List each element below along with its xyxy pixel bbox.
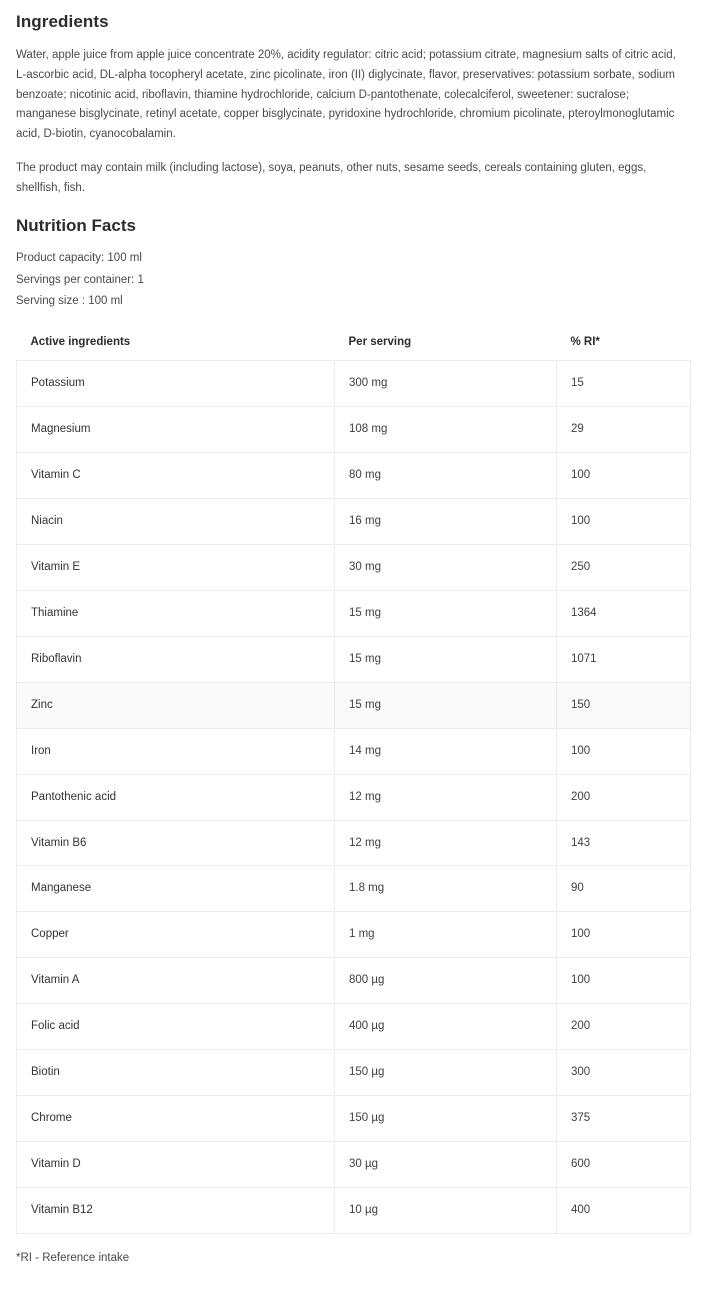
servings-per-container: Servings per container: 1 xyxy=(16,273,144,286)
cell-per-serving: 80 mg xyxy=(335,453,557,499)
cell-ingredient-name: Potassium xyxy=(17,361,335,407)
nutrition-table xyxy=(16,326,691,1234)
table-row xyxy=(17,682,691,728)
cell-per-serving: 150 µg xyxy=(335,1050,557,1096)
cell-ri-percent: 150 xyxy=(557,682,691,728)
cell-per-serving: 300 mg xyxy=(335,361,557,407)
table-row xyxy=(17,407,691,453)
nutrition-table-body xyxy=(17,361,691,1234)
cell-per-serving: 14 mg xyxy=(335,728,557,774)
cell-ingredient-name: Manganese xyxy=(17,866,335,912)
product-capacity: Product capacity: 100 ml xyxy=(16,252,142,265)
cell-per-serving: 108 mg xyxy=(335,407,557,453)
cell-ingredient-name: Vitamin A xyxy=(17,958,335,1004)
cell-ingredient-name: Copper xyxy=(17,912,335,958)
table-row xyxy=(17,866,691,912)
cell-per-serving: 10 µg xyxy=(335,1188,557,1234)
cell-per-serving: 30 mg xyxy=(335,544,557,590)
cell-ri-percent: 100 xyxy=(557,453,691,499)
cell-ingredient-name: Vitamin C xyxy=(17,453,335,499)
cell-per-serving: 1.8 mg xyxy=(335,866,557,912)
cell-ri-percent: 100 xyxy=(557,498,691,544)
cell-per-serving: 15 mg xyxy=(335,682,557,728)
cell-ingredient-name: Vitamin B12 xyxy=(17,1188,335,1234)
cell-ingredient-name: Vitamin D xyxy=(17,1142,335,1188)
cell-ri-percent: 1071 xyxy=(557,636,691,682)
cell-ri-percent: 400 xyxy=(557,1188,691,1234)
table-row xyxy=(17,958,691,1004)
serving-info xyxy=(16,248,690,312)
cell-per-serving: 30 µg xyxy=(335,1142,557,1188)
cell-ri-percent: 375 xyxy=(557,1096,691,1142)
cell-ri-percent: 100 xyxy=(557,728,691,774)
reference-intake-footnote: *RI - Reference intake xyxy=(16,1251,130,1264)
cell-ingredient-name: Iron xyxy=(17,728,335,774)
table-row xyxy=(17,774,691,820)
table-row xyxy=(17,498,691,544)
serving-size: Serving size : 100 ml xyxy=(16,294,123,307)
cell-per-serving: 1 mg xyxy=(335,912,557,958)
table-row xyxy=(17,544,691,590)
cell-ri-percent: 15 xyxy=(557,361,691,407)
allergen-note: The product may contain milk (including lactose), soya, peanuts, other nuts, sesame seeds, cereals containing gluten, eggs, shellfish, fish. xyxy=(16,161,647,194)
column-header-ri: % RI* xyxy=(557,326,691,361)
cell-ingredient-name: Vitamin B6 xyxy=(17,820,335,866)
ingredients-heading: Ingredients xyxy=(16,12,109,31)
cell-ri-percent: 143 xyxy=(557,820,691,866)
cell-per-serving: 15 mg xyxy=(335,590,557,636)
table-row xyxy=(17,453,691,499)
cell-ri-percent: 90 xyxy=(557,866,691,912)
cell-ingredient-name: Chrome xyxy=(17,1096,335,1142)
table-row xyxy=(17,361,691,407)
cell-ingredient-name: Niacin xyxy=(17,498,335,544)
cell-ingredient-name: Zinc xyxy=(17,682,335,728)
cell-per-serving: 15 mg xyxy=(335,636,557,682)
table-row xyxy=(17,1142,691,1188)
table-row xyxy=(17,728,691,774)
cell-ri-percent: 200 xyxy=(557,1004,691,1050)
cell-ri-percent: 300 xyxy=(557,1050,691,1096)
table-row xyxy=(17,1050,691,1096)
table-header-row xyxy=(17,326,691,361)
table-row xyxy=(17,636,691,682)
cell-ri-percent: 29 xyxy=(557,407,691,453)
table-row xyxy=(17,1004,691,1050)
cell-ingredient-name: Pantothenic acid xyxy=(17,774,335,820)
column-header-per-serving: Per serving xyxy=(335,326,557,361)
cell-ingredient-name: Vitamin E xyxy=(17,544,335,590)
cell-ingredient-name: Folic acid xyxy=(17,1004,335,1050)
cell-ri-percent: 1364 xyxy=(557,590,691,636)
cell-per-serving: 16 mg xyxy=(335,498,557,544)
table-row xyxy=(17,820,691,866)
cell-per-serving: 12 mg xyxy=(335,774,557,820)
table-row xyxy=(17,1096,691,1142)
cell-ri-percent: 100 xyxy=(557,958,691,1004)
column-header-active-ingredients: Active ingredients xyxy=(17,326,335,361)
table-row xyxy=(17,1188,691,1234)
table-row xyxy=(17,912,691,958)
product-info-page xyxy=(0,12,706,1264)
nutrition-table-header xyxy=(17,326,691,361)
nutrition-facts-heading: Nutrition Facts xyxy=(16,216,136,236)
cell-ingredient-name: Magnesium xyxy=(17,407,335,453)
cell-ingredient-name: Riboflavin xyxy=(17,636,335,682)
cell-per-serving: 12 mg xyxy=(335,820,557,866)
cell-ri-percent: 100 xyxy=(557,912,691,958)
ingredients-text: Water, apple juice from apple juice concentrate 20%, acidity regulator: citric acid; potassium citrate, magnesium salts of citric acid, L-ascorbic acid, DL-alpha tocopheryl acetate, zinc picolinate, iron (II) diglycinate, flavor, preservatives: potassium sorbate, sodium benzoate; nicotinic acid, riboflavin, thiamine hydrochloride, calcium D-pantothenate, colecalciferol, sweetener: sucralose; manganese bisglycinate, retinyl acetate, copper bisglycinate, pyridoxine hydrochloride, chromium picolinate, pteroylmonoglutamic acid, D-biotin, cyanocobalamin. xyxy=(16,49,676,141)
cell-per-serving: 150 µg xyxy=(335,1096,557,1142)
cell-ri-percent: 250 xyxy=(557,544,691,590)
cell-ingredient-name: Biotin xyxy=(17,1050,335,1096)
table-row xyxy=(17,590,691,636)
cell-ri-percent: 200 xyxy=(557,774,691,820)
cell-ri-percent: 600 xyxy=(557,1142,691,1188)
cell-ingredient-name: Thiamine xyxy=(17,590,335,636)
cell-per-serving: 800 µg xyxy=(335,958,557,1004)
cell-per-serving: 400 µg xyxy=(335,1004,557,1050)
